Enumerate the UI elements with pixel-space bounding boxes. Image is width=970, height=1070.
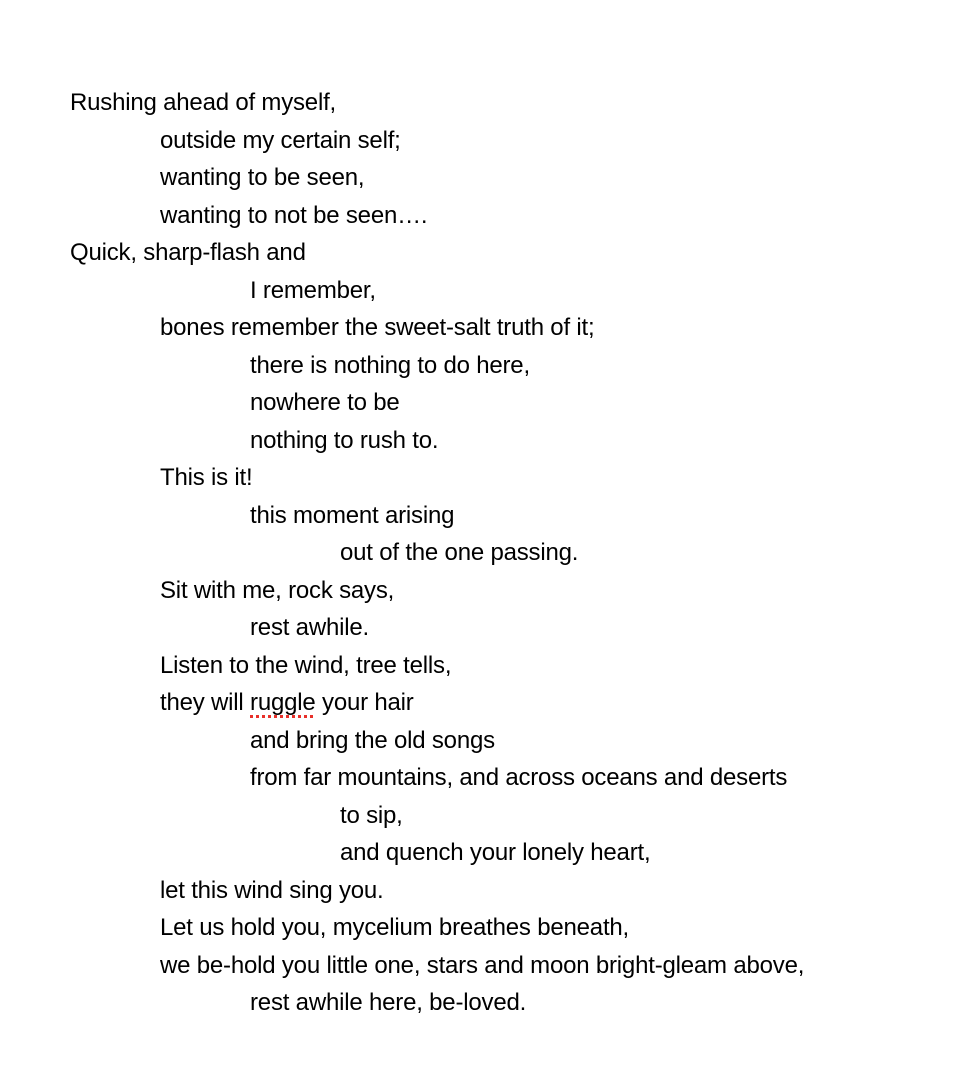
- poem-line: rest awhile here, be-loved.: [250, 989, 527, 1016]
- poem-line: from far mountains, and across oceans and deserts: [250, 764, 788, 791]
- poem-line: and bring the old songs: [250, 726, 495, 754]
- poem-line: this moment arising: [250, 501, 455, 529]
- poem-line: we be-hold you little one, stars and moon bright-gleam above,: [160, 951, 805, 979]
- poem-line: [0, 684, 970, 722]
- poem-line: out of the one passing.: [340, 539, 579, 566]
- line-text: your hair: [315, 689, 414, 716]
- poem-line: bones remember the sweet-salt truth of it;: [160, 314, 595, 341]
- poem-line: Quick, sharp-flash and: [70, 239, 306, 266]
- poem-line: nowhere to be: [250, 389, 400, 416]
- poem-line: Let us hold you, mycelium breathes beneath,: [160, 914, 630, 941]
- poem-line: let this wind sing you.: [160, 876, 384, 904]
- poem-line: I remember,: [250, 276, 376, 304]
- poem-line: wanting to be seen,: [160, 164, 365, 191]
- poem-line: nothing to rush to.: [250, 426, 439, 454]
- poem-line: outside my certain self;: [160, 126, 401, 154]
- poem-line: and quench your lonely heart,: [340, 839, 651, 866]
- poem-line: rest awhile.: [250, 614, 369, 641]
- poem-line: Rushing ahead of myself,: [70, 89, 337, 116]
- poem-line: Sit with me, rock says,: [160, 576, 395, 604]
- poem-line: there is nothing to do here,: [250, 351, 530, 379]
- line-text: they will: [160, 689, 251, 716]
- poem-line: This is it!: [160, 464, 253, 491]
- poem-line: wanting to not be seen….: [160, 201, 428, 229]
- misspelled-word[interactable]: ruggle: [250, 689, 316, 716]
- poem-line: Listen to the wind, tree tells,: [160, 651, 452, 679]
- poem-body[interactable]: [0, 84, 970, 1022]
- poem-line: to sip,: [340, 801, 403, 829]
